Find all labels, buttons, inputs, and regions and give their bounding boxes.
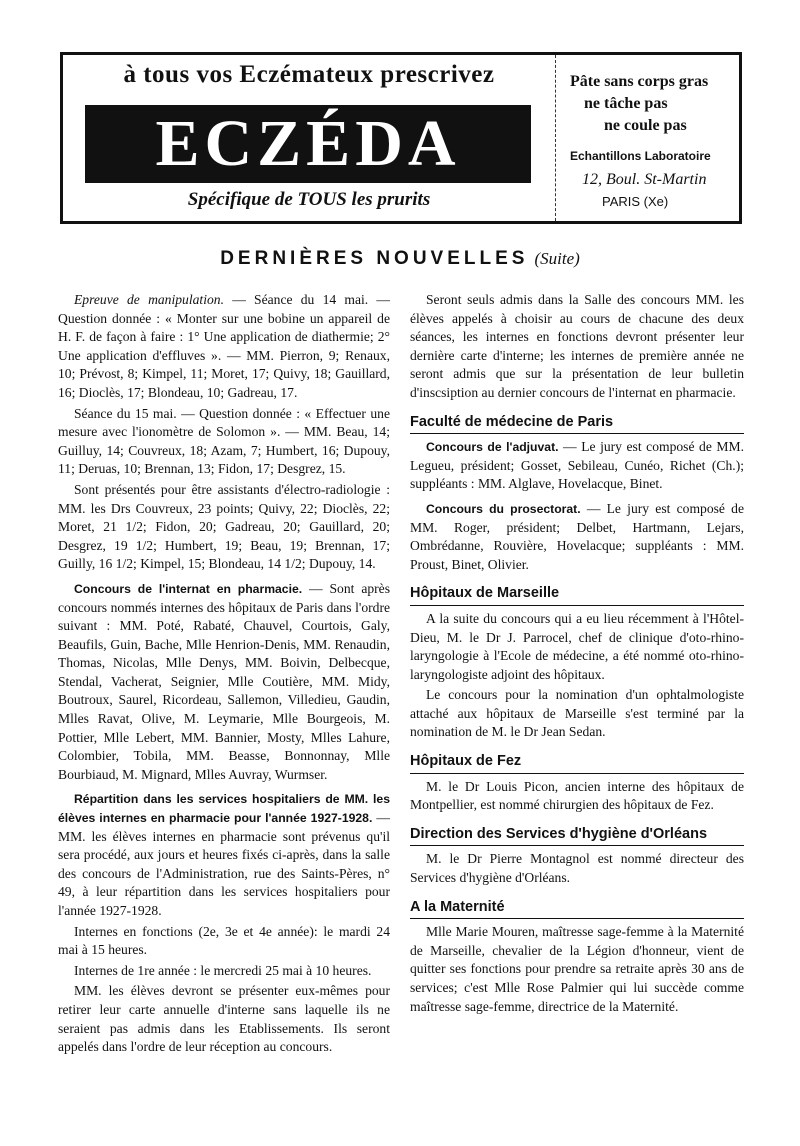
- section-title: [0, 248, 800, 270]
- article-paragraph: A la suite du concours qui a eu lieu récemment à l'Hôtel-Dieu, M. le Dr J. Parrocel, chef de clinique d'oto-rhino-laryngologie à l'Ecole de médecine, a été nommé oto-rhino-laryngologiste adjoint des hôpitaux.: [410, 610, 744, 682]
- article-paragraph: Sont présentés pour être assistants d'électro-radiologie : MM. les Drs Couvreux, 23 points; Quivy, 22; Dioclès, 22; Moret, 21 1/2; Fidon, 20; Gadreau, 20; Gauillard, 20; Desgrez, 19 1/2; Humbert, 19; Beau, 19; Brennan, 17; Guilly, 16 1/2; Kimpel, 15; Blondeau, 14 1/2; Dupouy, 14.: [58, 481, 390, 572]
- ad-left-panel: [63, 55, 555, 221]
- paragraph-text: — Le jury est composé de MM. Legueu, président; Gosset, Sebileau, Cunéo, Richet (Ch.); suppléants : MM. Alglave, Hovelacque, Binet.: [410, 439, 744, 492]
- section-heading: Hôpitaux de Marseille: [410, 584, 744, 606]
- run-in-heading: Concours de l'adjuvat.: [426, 440, 559, 455]
- article-paragraph: [58, 291, 390, 403]
- ad-samples: Echantillons Laboratoire: [570, 149, 711, 163]
- ad-city: PARIS (Xe): [602, 194, 669, 209]
- paragraph-text: — Le jury est composé de MM. Roger, président; Delbet, Hartmann, Lejars, Ombrédanne, Rouvière, Hovelacque; suppléants : MM. Proust, Binet, Olivier.: [410, 500, 744, 572]
- ad-feature-3: ne coule pas: [604, 117, 687, 134]
- run-in-heading: Epreuve de manipulation.: [74, 292, 224, 307]
- paragraph-text: — Sont après concours nommés internes des hôpitaux de Paris dans l'ordre suivant : MM. Poté, Rabaté, Chauvel, Courtois, Galy, Beaufils, Guin, Bache, Mlle Henrion-Denis, MM. Renaudin, Thomas, Nicolas, Mlle Denys, MM. Boivin, Delbecque, Stendal, Vacherat, Seignier, Mlle Coutière, MM. Midy, Boutroux, Saurel, Ricordeau, Sallemon, Villedieu, Gaudin, Mlles Ravat, Olive, M. Leymarie, Mlle Bourgeois, M. Pottier, Mlle Lebert, MM. Bannier, Mosty, Mlles Lahure, Colombier, Tobila, MM. Beasse, Bonnonnay, Mlle Bourbiaud, M. Mignard, Mlles Auvray, Wurmser.: [58, 580, 390, 782]
- article-paragraph: [58, 790, 390, 920]
- ad-tagline: Spécifique de TOUS les prurits: [187, 189, 431, 210]
- ad-address: 12, Boul. St-Martin: [582, 171, 707, 188]
- article-paragraph: Séance du 15 mai. — Question donnée : « Effectuer une mesure avec l'ionomètre de Solomon ». — MM. Beau, 14; Guilluy, 14; Couvreux, 18; Azam, 7; Humbert, 16; Dupouy, 11; Deruas, 10; Brennan, 13; Fidon, 17; Desgrez, 15.: [58, 405, 390, 477]
- article-paragraph: Internes en fonctions (2e, 3e et 4e année): le mardi 24 mai à 15 heures.: [58, 923, 390, 958]
- article-paragraph: Seront seuls admis dans la Salle des concours MM. les élèves appelés à choisir au cours de chacune des deux séances, les internes en fonctions devront présenter leur dernière carte d'interne; les internes de première année ne seront admis que sur la présentation de leur bulletin d'inscsiption au dernier concours de l'internat en pharmacie.: [410, 292, 744, 400]
- run-in-heading: Répartition dans les services hospitaliers de MM. les élèves internes en pharmacie pour l'année 1927-1928.: [58, 792, 390, 826]
- article-paragraph: M. le Dr Pierre Montagnol est nommé directeur des Services d'hygiène d'Orléans.: [410, 851, 744, 886]
- paragraph-text: — Séance du 14 mai. — Question donnée : « Monter sur une bobine un appareil de H. F. de façon à faire : 1° Une application de diathermie; 2° Une application d'effluves ». — MM. Pierron, 9; Renaux, 10; Prévost, 8; Kimpel, 11; Moret, 17; Quivy, 18; Gauillard, 16; Dioclès, 17; Blondeau, 10; Gadreau, 17.: [58, 292, 391, 400]
- section-heading: Hôpitaux de Fez: [410, 752, 744, 774]
- article-paragraph: Le concours pour la nomination d'un ophtalmologiste attaché aux hôpitaux de Marseille s'est terminé par la nomination de M. le Dr Jean Sedan.: [410, 687, 744, 740]
- run-in-heading: Concours du prosectorat.: [426, 501, 581, 516]
- article-paragraph: [58, 580, 390, 785]
- ad-feature-2: ne tâche pas: [584, 95, 668, 112]
- ad-headline: à tous vos Eczémateux prescrivez: [123, 61, 495, 88]
- section-heading: Direction des Services d'hygiène d'Orléans: [410, 825, 744, 847]
- advertisement-box: [60, 52, 742, 224]
- article-paragraph: MM. les élèves devront se présenter eux-mêmes pour retirer leur carte annuelle d'interne sans laquelle ils ne seraient pas admis dans les Etablissements. Ils seront appelés dans l'ordre de leur réception au concours.: [58, 983, 390, 1055]
- section-heading: A la Maternité: [410, 898, 744, 920]
- section-suite: (Suite): [534, 249, 580, 268]
- ad-right-panel: [555, 55, 739, 221]
- section-title-text: DERNIÈRES NOUVELLES: [220, 248, 529, 269]
- right-column: [410, 291, 744, 1018]
- article-paragraph: Mlle Marie Mouren, maîtresse sage-femme à la Maternité de Marseille, chevalier de la Légion d'honneur, vient de quitter ses fonctions pour prendre sa retraite après 30 ans de services; c'est Mlle Rose Palmier qui lui succède comme maîtresse sage-femme, directrice de la Maternité.: [410, 924, 744, 1014]
- paragraph-text: — MM. les élèves internes en pharmacie sont prévenus qu'il sera procédé, aux jours et heures fixés ci-après, dans la salle des concours de l'Administration, rue des Saints-Pères, n° 49, à leur répartition dans les services hospitaliers pour l'année 1927-1928.: [58, 810, 391, 918]
- section-heading: Faculté de médecine de Paris: [410, 413, 744, 435]
- article-paragraph: [410, 500, 744, 574]
- ad-feature-1: Pâte sans corps gras: [570, 73, 709, 90]
- article-paragraph: [410, 438, 744, 494]
- article-paragraph: M. le Dr Louis Picon, ancien interne des hôpitaux de Montpellier, est nommé chirurgien des hôpitaux de Fez.: [410, 778, 744, 813]
- article-paragraph: Internes de 1re année : le mercredi 25 mai à 10 heures.: [74, 962, 372, 978]
- ad-brand-banner: ECZÉDA: [85, 105, 531, 183]
- left-column: [58, 291, 390, 1059]
- run-in-heading: Concours de l'internat en pharmacie.: [74, 581, 303, 596]
